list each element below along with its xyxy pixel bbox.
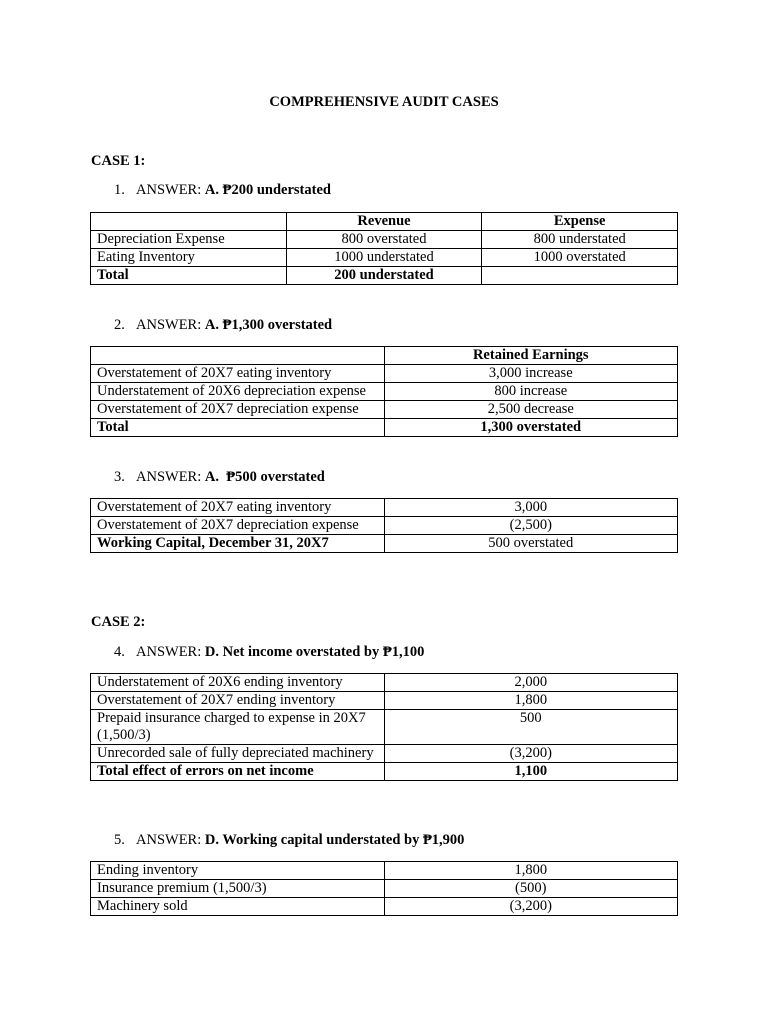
header-cell-empty [91, 347, 385, 365]
row-value: 3,000 increase [384, 365, 677, 383]
total-label: Total [91, 267, 287, 285]
row-value: (3,200) [384, 898, 677, 916]
answer-2 [114, 317, 332, 334]
row-label: Machinery sold [91, 898, 385, 916]
row-label: Overstatement of 20X7 depreciation expense [91, 401, 385, 419]
case-2-heading: CASE 2: [91, 614, 146, 630]
table-row [91, 401, 678, 419]
table-case1-q2 [90, 346, 678, 437]
answer-5 [114, 832, 464, 849]
row-value: (3,200) [384, 745, 677, 763]
total-label: Total effect of errors on net income [91, 763, 385, 781]
header-revenue: Revenue [286, 213, 482, 231]
row-label: Understatement of 20X6 ending inventory [91, 674, 385, 692]
row-value: 3,000 [384, 499, 677, 517]
answer-5-prefix: ANSWER: [136, 832, 205, 848]
total-label: Total [91, 419, 385, 437]
row-label: Understatement of 20X6 depreciation expense [91, 383, 385, 401]
row-label: Prepaid insurance charged to expense in 20X7 (1,500/3) [91, 710, 385, 745]
answer-3-choice: A. ₱500 overstated [204, 469, 325, 485]
table-row [91, 674, 678, 692]
total-value: 1,100 [384, 763, 677, 781]
table-row [91, 880, 678, 898]
total-revenue: 200 understated [286, 267, 482, 285]
answer-1-choice: A. ₱200 understated [204, 182, 331, 198]
table-row [91, 231, 678, 249]
answer-1-prefix: ANSWER: [136, 182, 205, 198]
answer-2-number: 2. [114, 317, 125, 333]
row-value: 2,500 decrease [384, 401, 677, 419]
table-row [91, 898, 678, 916]
table-row [91, 499, 678, 517]
header-expense: Expense [482, 213, 678, 231]
total-expense [482, 267, 678, 285]
answer-4-choice: D. Net income overstated by ₱1,100 [204, 644, 425, 660]
row-label: Overstatement of 20X7 ending inventory [91, 692, 385, 710]
row-value: 1,800 [384, 862, 677, 880]
total-value: 500 overstated [384, 535, 677, 553]
table-row [91, 383, 678, 401]
row-revenue: 1000 understated [286, 249, 482, 267]
table-case1-q3 [90, 498, 678, 553]
row-value: 1,800 [384, 692, 677, 710]
table-total-row [91, 763, 678, 781]
row-value: (2,500) [384, 517, 677, 535]
row-label: Eating Inventory [91, 249, 287, 267]
header-cell-empty [91, 213, 287, 231]
row-expense: 1000 overstated [482, 249, 678, 267]
answer-4 [114, 644, 424, 661]
answer-3-number: 3. [114, 469, 125, 485]
row-value: 2,000 [384, 674, 677, 692]
table-case2-q4 [90, 673, 678, 781]
table-case2-q5 [90, 861, 678, 916]
row-value: (500) [384, 880, 677, 898]
answer-1 [114, 182, 331, 199]
answer-5-number: 5. [114, 832, 125, 848]
table-total-row [91, 419, 678, 437]
row-revenue: 800 overstated [286, 231, 482, 249]
answer-2-prefix: ANSWER: [136, 317, 205, 333]
document-title: COMPREHENSIVE AUDIT CASES [269, 94, 499, 110]
answer-2-choice: A. ₱1,300 overstated [204, 317, 333, 333]
total-value: 1,300 overstated [384, 419, 677, 437]
answer-4-prefix: ANSWER: [136, 644, 205, 660]
table-total-row [91, 267, 678, 285]
answer-3 [114, 469, 325, 486]
table-row [91, 745, 678, 763]
table-row [91, 249, 678, 267]
row-label: Overstatement of 20X7 eating inventory [91, 499, 385, 517]
table-row [91, 862, 678, 880]
row-label: Insurance premium (1,500/3) [91, 880, 385, 898]
row-value: 800 increase [384, 383, 677, 401]
row-label: Overstatement of 20X7 eating inventory [91, 365, 385, 383]
table-row [91, 365, 678, 383]
table-row [91, 692, 678, 710]
header-retained-earnings: Retained Earnings [384, 347, 677, 365]
table-total-row [91, 535, 678, 553]
answer-1-number: 1. [114, 182, 125, 198]
table-header-row [91, 347, 678, 365]
total-label: Working Capital, December 31, 20X7 [91, 535, 385, 553]
row-value: 500 [384, 710, 677, 745]
row-label: Unrecorded sale of fully depreciated machinery [91, 745, 385, 763]
answer-5-choice: D. Working capital understated by ₱1,900 [204, 832, 465, 848]
table-case1-q1 [90, 212, 678, 285]
table-row [91, 517, 678, 535]
answer-4-number: 4. [114, 644, 125, 660]
row-label: Ending inventory [91, 862, 385, 880]
table-header-row [91, 213, 678, 231]
row-label: Overstatement of 20X7 depreciation expense [91, 517, 385, 535]
row-label: Depreciation Expense [91, 231, 287, 249]
row-expense: 800 understated [482, 231, 678, 249]
answer-3-prefix: ANSWER: [136, 469, 205, 485]
table-row [91, 710, 678, 745]
case-1-heading: CASE 1: [91, 153, 146, 169]
